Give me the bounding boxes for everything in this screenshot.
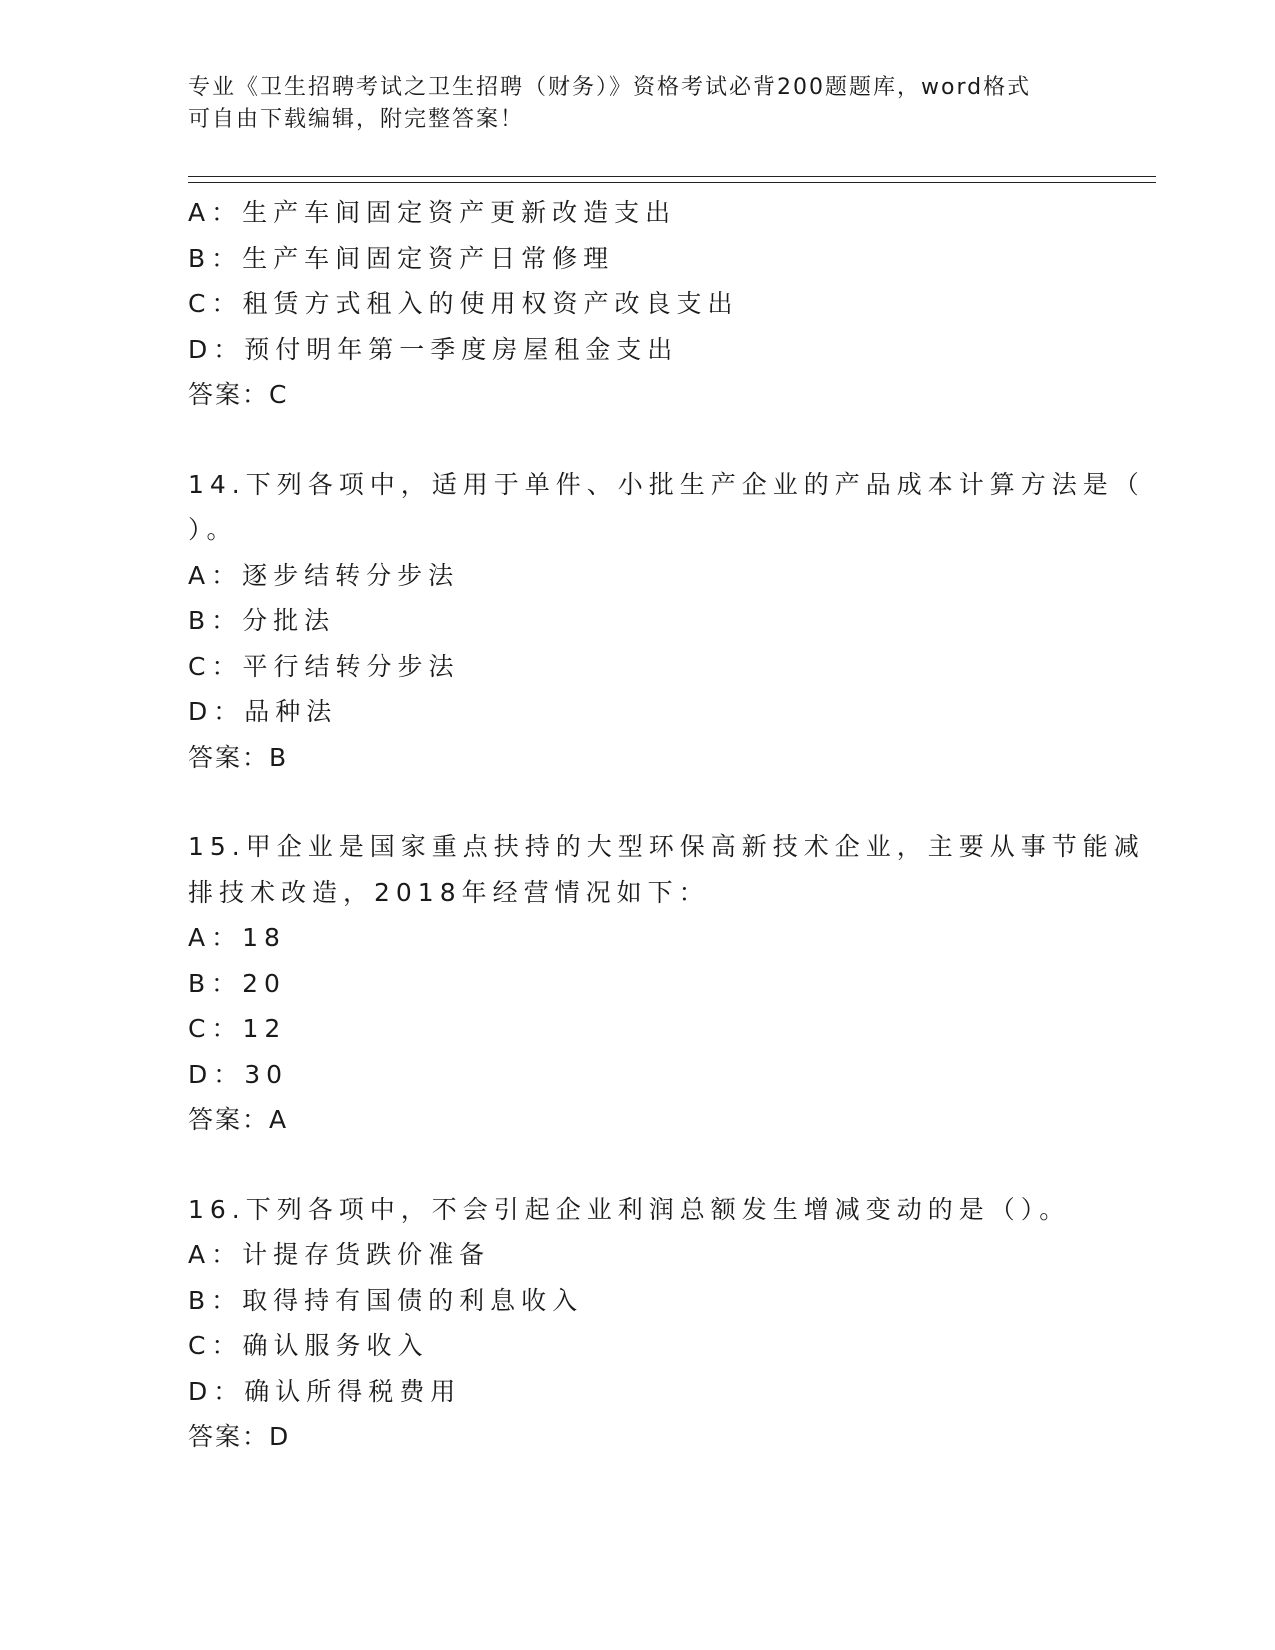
header-title-line-2: 可自由下载编辑，附完整答案！ [188,107,525,132]
question-16 [188,1187,1088,1460]
question-13-option-b: B：生产车间固定资产日常修理 [188,243,615,273]
question-15 [188,824,1145,1143]
question-15-option-a: A：18 [188,923,286,952]
question-14-option-b: B：分批法 [188,606,336,635]
question-16-option-b: B：取得持有国债的利息收入 [188,1285,584,1315]
question-14-option-c: C：平行结转分步法 [188,651,460,681]
question-13-option-a: A：生产车间固定资产更新改造支出 [188,198,677,227]
question-14-option-a: A：逐步结转分步法 [188,560,460,590]
question-15-stem-line-2: 排技术改造，2018年经营情况如下： [188,877,710,907]
question-14-stem-line-2: ）。 [188,515,238,544]
question-14-option-d: D：品种法 [188,697,338,726]
question-15-option-d: D：30 [188,1059,289,1089]
question-15-answer: 答案：A [188,1105,289,1134]
question-13-answer: 答案：C [188,380,289,409]
question-15-stem-line-1: 15.甲企业是国家重点扶持的大型环保高新技术企业，主要从事节能减 [188,832,1145,861]
question-13-continued [188,190,1088,418]
question-14-answer: 答案：B [188,742,289,772]
header-divider-top [188,176,1156,177]
question-16-answer: 答案：D [188,1422,291,1451]
header-divider-bottom [188,182,1156,183]
question-16-option-a: A：计提存货跌价准备 [188,1240,491,1269]
question-13-option-d: D：预付明年第一季度房屋租金支出 [188,334,679,364]
question-16-stem-line-1: 16.下列各项中，不会引起企业利润总额发生增减变动的是（）。 [188,1194,1071,1224]
question-14 [188,462,1145,781]
document-header [188,72,1088,136]
question-16-option-d: D：确认所得税费用 [188,1376,462,1406]
question-15-option-b: B：20 [188,968,286,998]
header-title-line-1: 专业《卫生招聘考试之卫生招聘（财务）》资格考试必背200题题库，word格式 [188,75,1032,100]
question-13-option-c: C：租赁方式租入的使用权资产改良支出 [188,289,739,318]
question-16-option-c: C：确认服务收入 [188,1331,429,1360]
question-15-option-c: C：12 [188,1014,287,1043]
question-list [188,190,1145,1460]
question-14-stem-line-1: 14.下列各项中，适用于单件、小批生产企业的产品成本计算方法是（ [188,469,1145,499]
